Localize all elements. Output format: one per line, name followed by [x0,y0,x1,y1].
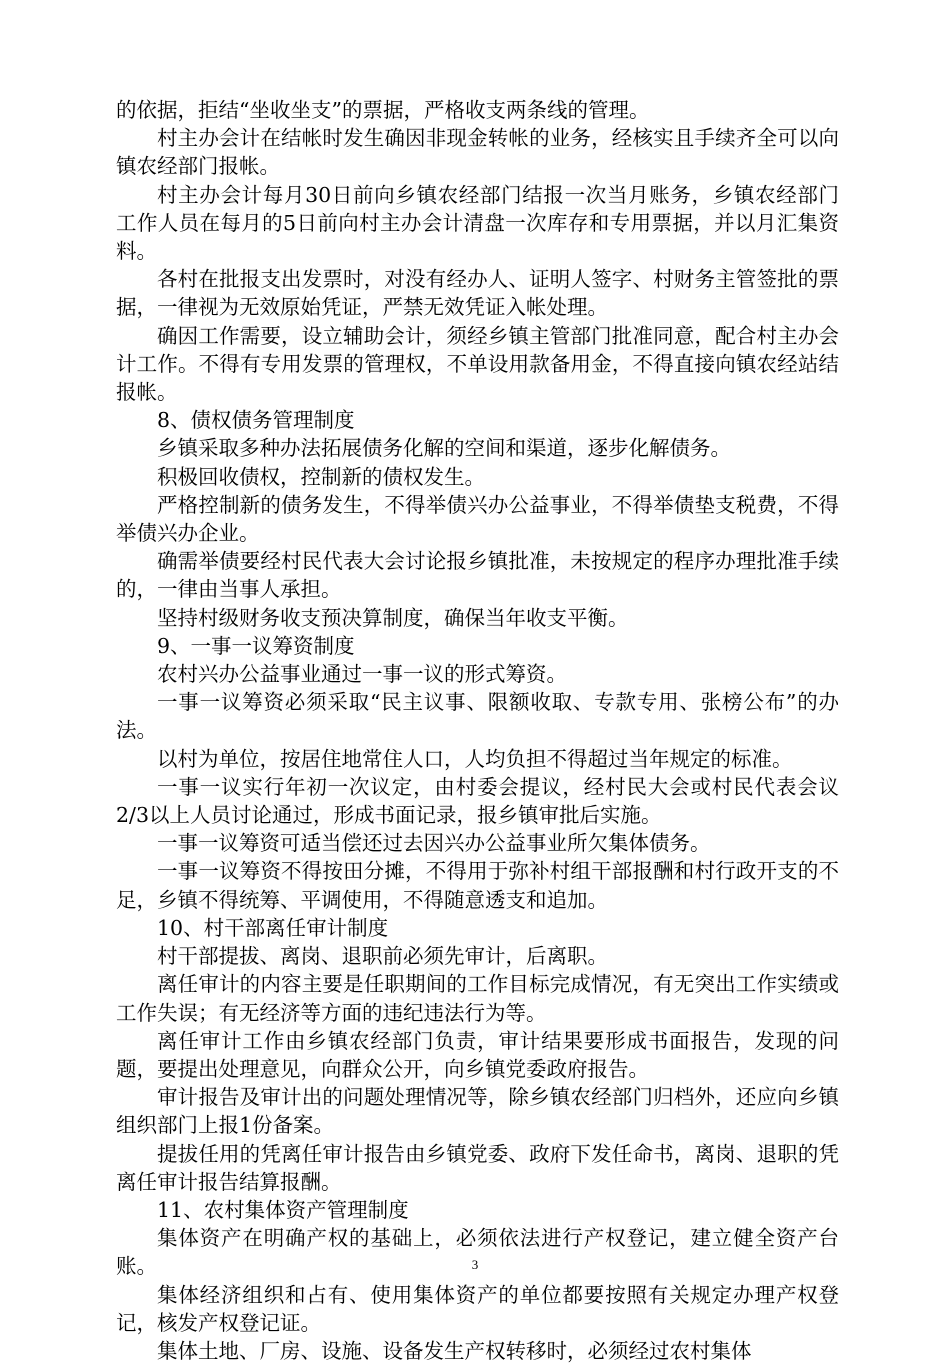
paragraph: 集体经济组织和占有、使用集体资产的单位都要按照有关规定办理产权登记，核发产权登记证。 [116,1282,839,1335]
document-page [116,96,839,1365]
paragraph: 各村在批报支出发票时，对没有经办人、证明人签字、村财务主管签批的票据，一律视为无效原始凭证，严禁无效凭证入帐处理。 [116,267,839,320]
paragraph: 一事一议筹资不得按田分摊，不得用于弥补村组干部报酬和村行政开支的不足，乡镇不得统筹、平调使用，不得随意透支和追加。 [116,859,839,912]
paragraph: 以村为单位，按居住地常住人口，人均负担不得超过当年规定的标准。 [157,746,793,771]
paragraph: 坚持村级财务收支预决算制度，确保当年收支平衡。 [157,605,629,630]
paragraph: 一事一议筹资可适当偿还过去因兴办公益事业所欠集体债务。 [157,831,711,856]
paragraph: 村干部提拔、离岗、退职前必须先审计，后离职。 [157,944,608,969]
paragraph: 村主办会计每月30日前向乡镇农经部门结报一次当月账务，乡镇农经部门工作人员在每月的5日前向村主办会计清盘一次库存和专用票据，并以月汇集资料。 [116,182,839,264]
page-number: 3 [471,1257,479,1272]
paragraph: 严格控制新的债务发生，不得举债兴办公益事业，不得举债垫支税费，不得举债兴办企业。 [116,492,839,546]
section-heading-11: 11、农村集体资产管理制度 [157,1197,409,1222]
section-heading-9: 9、一事一议筹资制度 [157,633,355,658]
paragraph: 确需举债要经村民代表大会讨论报乡镇批准，未按规定的程序办理批准手续的，一律由当事人承担。 [116,549,839,602]
paragraph: 一事一议实行年初一次议定，由村委会提议，经村民大会或村民代表会议2/3以上人员讨论通过，形成书面记录，报乡镇审批后实施。 [116,774,839,828]
paragraph-continuation: 的依据，拒结“坐收坐支”的票据，严格收支两条线的管理。 [116,98,650,122]
paragraph: 一事一议筹资必须采取“民主议事、限额收取、专款专用、张榜公布”的办法。 [116,690,839,743]
paragraph: 村主办会计在结帐时发生确因非现金转帐的业务，经核实且手续齐全可以向镇农经部门报帐。 [116,126,839,179]
paragraph: 确因工作需要，设立辅助会计，须经乡镇主管部门批准同意，配合村主办会计工作。不得有专用发票的管理权，不单设用款备用金，不得直接向镇农经站结报帐。 [116,323,839,405]
paragraph: 提拔任用的凭离任审计报告由乡镇党委、政府下发任命书，离岗、退职的凭离任审计报告结算报酬。 [116,1141,839,1194]
paragraph: 离任审计的内容主要是任职期间的工作目标完成情况，有无突出工作实绩或工作失误；有无经济等方面的违纪违法行为等。 [116,972,839,1025]
paragraph: 审计报告及审计出的问题处理情况等，除乡镇农经部门归档外，还应向乡镇组织部门上报1份备案。 [116,1085,839,1138]
paragraph: 集体土地、厂房、设施、设备发生产权转移时，必须经过农村集体 [157,1338,752,1363]
section-heading-10: 10、村干部离任审计制度 [157,915,389,940]
paragraph: 离任审计工作由乡镇农经部门负责，审计结果要形成书面报告，发现的问题，要提出处理意见，向群众公开，向乡镇党委政府报告。 [116,1028,839,1081]
paragraph: 乡镇采取多种办法拓展债务化解的空间和渠道，逐步化解债务。 [157,436,731,461]
section-heading-8: 8、债权债务管理制度 [157,408,355,433]
paragraph: 积极回收债权，控制新的债权发生。 [157,464,485,489]
paragraph: 集体资产在明确产权的基础上，必须依法进行产权登记，建立健全资产台账。 [116,1226,839,1279]
paragraph: 农村兴办公益事业通过一事一议的形式筹资。 [157,662,567,687]
